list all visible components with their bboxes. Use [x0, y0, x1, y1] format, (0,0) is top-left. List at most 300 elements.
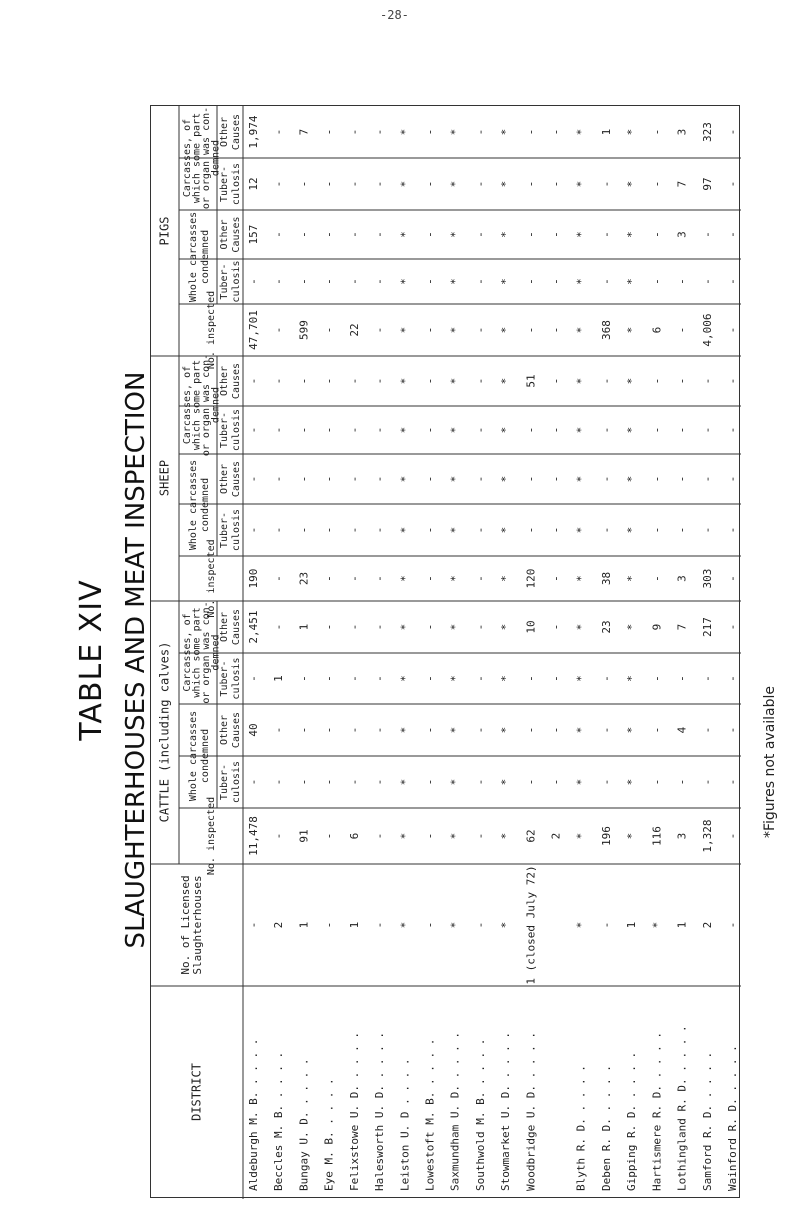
- table-cell: -: [726, 180, 739, 188]
- table-cell: -: [700, 426, 714, 434]
- table-cell: -: [247, 778, 260, 786]
- table-cell: *: [625, 475, 639, 483]
- table-cell: -: [423, 675, 437, 682]
- table-cell: -: [373, 180, 387, 188]
- table-cell: -: [347, 278, 361, 285]
- whole-condemned-header: Whole carcasses: [188, 211, 199, 303]
- table-cell: *: [398, 623, 412, 631]
- table-cell: *: [574, 726, 588, 734]
- table-cell: -: [423, 832, 437, 840]
- table-cell: -: [524, 726, 538, 734]
- table-cell: 51: [524, 374, 538, 388]
- table-cell: -: [272, 475, 286, 483]
- table-cell: 3: [675, 231, 689, 238]
- table-cell: -: [272, 326, 286, 334]
- table-cell: -: [347, 128, 361, 136]
- table-cell: -: [322, 278, 336, 285]
- table-cell: *: [499, 278, 513, 285]
- table-cell: -: [322, 475, 336, 483]
- table-cell: -: [524, 778, 538, 786]
- table-cell: *: [574, 575, 588, 582]
- table-cell: -: [247, 278, 260, 285]
- table-cell: -: [473, 377, 487, 385]
- table-cell: -: [247, 377, 260, 385]
- table-cell: *: [398, 475, 412, 483]
- table-cell: *: [574, 326, 588, 334]
- table-cell: -: [675, 526, 689, 534]
- table-cell: -: [347, 426, 361, 434]
- table-cell: *: [625, 128, 639, 136]
- table-cell: -: [322, 623, 336, 631]
- table-cell: *: [448, 128, 462, 136]
- table-cell: 157: [247, 224, 260, 245]
- table-cell: 4,006: [700, 313, 714, 347]
- whole-condemned-header: condemned: [200, 229, 211, 285]
- table-cell: -: [347, 475, 361, 483]
- part-condemned-header: demned: [210, 634, 222, 671]
- table-cell: 1: [272, 675, 286, 682]
- table-cell: -: [347, 623, 361, 631]
- inspected-header: No. inspected: [206, 796, 217, 876]
- table-cell: -: [473, 575, 487, 582]
- table-cell: -: [272, 778, 286, 786]
- table-cell: -: [322, 526, 336, 534]
- table-cell: -: [373, 726, 387, 734]
- table-cell: 1: [297, 921, 311, 929]
- leaf-header: Causes: [231, 113, 242, 151]
- table-cell: -: [650, 475, 664, 483]
- table-cell: -: [297, 426, 311, 434]
- table-cell: -: [726, 575, 739, 582]
- table-cell: -: [650, 778, 664, 786]
- table-cell: -: [650, 526, 664, 534]
- table-cell: -: [373, 128, 387, 136]
- table-cell: *: [499, 623, 513, 631]
- table-cell: -: [549, 377, 563, 385]
- table-cell: *: [574, 921, 588, 929]
- table-cell: -: [650, 231, 664, 238]
- table-cell: -: [549, 326, 563, 334]
- table-cell: -: [726, 377, 739, 385]
- table-cell: -: [322, 575, 336, 582]
- table-cell: -: [650, 575, 664, 582]
- table-cell: -: [549, 180, 563, 188]
- table-cell: *: [448, 426, 462, 434]
- table-cell: -: [373, 832, 387, 840]
- part-condemned-header: which some part: [191, 112, 203, 204]
- table-cell: -: [599, 426, 613, 434]
- whole-condemned-header: condemned: [200, 728, 211, 784]
- district-name: Bungay U. D. . . . .: [297, 1058, 311, 1191]
- group-label-pigs: PIGS: [157, 216, 172, 246]
- district-name: Hartismere R. D. . . . .: [650, 1032, 664, 1191]
- table-cell: -: [549, 575, 563, 582]
- inspected-header: No. inspected: [206, 290, 217, 370]
- district-header: DISTRICT: [189, 1063, 204, 1121]
- table-cell: -: [423, 231, 437, 238]
- district-name: Woodbridge U. D. . . . .: [524, 1032, 538, 1191]
- table-cell: -: [524, 180, 538, 188]
- table-cell: -: [726, 231, 739, 238]
- table-cell: -: [700, 475, 714, 483]
- table-cell: *: [574, 526, 588, 534]
- table-cell: -: [700, 726, 714, 734]
- table-cell: -: [650, 377, 664, 385]
- table-cell: 120: [524, 568, 538, 589]
- table-cell: -: [524, 128, 538, 136]
- table-cell: -: [373, 326, 387, 334]
- leaf-header: Causes: [231, 216, 242, 253]
- table-cell: *: [398, 426, 412, 434]
- table-cell: 323: [700, 122, 714, 142]
- table-cell: 2: [700, 921, 714, 929]
- table-cell: -: [347, 778, 361, 786]
- leaf-header: Other: [219, 714, 230, 746]
- table-cell: *: [625, 377, 639, 385]
- table-cell: -: [524, 426, 538, 434]
- table-cell: -: [599, 475, 613, 483]
- table-cell: -: [675, 377, 689, 385]
- table-cell: *: [625, 832, 639, 840]
- table-cell: -: [726, 326, 739, 334]
- table-cell: -: [247, 921, 260, 929]
- table-cell: -: [675, 426, 689, 434]
- whole-condemned-header: Whole carcasses: [188, 710, 199, 802]
- leaf-header: Other: [219, 219, 230, 250]
- table-cell: -: [549, 526, 563, 534]
- table-cell: -: [599, 675, 613, 682]
- table-cell: -: [347, 231, 361, 238]
- table-cell: 12: [247, 177, 260, 191]
- table-cell: 7: [675, 180, 689, 188]
- table-cell: 368: [599, 320, 613, 340]
- table-cell: -: [549, 426, 563, 434]
- table-cell: 91: [297, 829, 311, 843]
- table-cell: 1: [675, 921, 689, 929]
- table-cell: *: [398, 278, 412, 285]
- table-cell: *: [499, 377, 513, 385]
- table-cell: -: [272, 426, 286, 434]
- table-cell: *: [574, 128, 588, 136]
- table-cell: *: [499, 326, 513, 334]
- part-condemned-header: demned: [210, 386, 222, 424]
- table-cell: -: [322, 778, 336, 786]
- table-cell: 4: [675, 726, 689, 734]
- table-cell: -: [272, 180, 286, 188]
- table-cell: -: [700, 526, 714, 534]
- table-cell: -: [524, 675, 538, 682]
- table-cell: -: [549, 231, 563, 238]
- leaf-header: Tuber-: [219, 165, 230, 203]
- leaf-header: culosis: [231, 508, 242, 552]
- table-cell: -: [373, 623, 387, 631]
- table-cell: 40: [247, 723, 260, 737]
- table-cell: -: [272, 128, 286, 136]
- table-cell: *: [448, 675, 462, 682]
- footnote: *Figures not available: [762, 685, 778, 839]
- table-cell: -: [726, 426, 739, 434]
- district-name: Beccles M. B. . . . .: [272, 1051, 286, 1191]
- table-cell: -: [322, 128, 336, 136]
- part-condemned-header: Carcasses, of: [182, 613, 193, 692]
- table-cell: *: [625, 623, 639, 631]
- table-cell: 62: [524, 829, 538, 843]
- table-cell: -: [726, 675, 739, 682]
- table-cell: *: [448, 526, 462, 534]
- table-cell: -: [549, 475, 563, 483]
- table-cell: 116: [650, 826, 664, 846]
- page-number: -28-: [380, 8, 409, 22]
- table-subtitle: SLAUGHTERHOUSES AND MEAT INSPECTION: [121, 371, 151, 949]
- table-cell: 6: [650, 326, 664, 334]
- table-cell: *: [625, 180, 639, 188]
- table-cell: *: [625, 426, 639, 434]
- table-cell: -: [599, 526, 613, 534]
- district-name: Gipping R. D. . . . .: [625, 1051, 639, 1191]
- table-cell: -: [272, 832, 286, 840]
- table-cell: -: [373, 526, 387, 534]
- table-cell: 38: [599, 571, 613, 586]
- whole-condemned-header: condemned: [200, 477, 211, 533]
- part-condemned-header: or organ was con-: [201, 106, 212, 210]
- table-cell: *: [448, 377, 462, 385]
- group-label-sheep: SHEEP: [157, 459, 172, 497]
- table-cell: *: [448, 623, 462, 631]
- table-cell: -: [423, 575, 437, 582]
- table-cell: *: [574, 426, 588, 434]
- table-cell: -: [423, 278, 437, 285]
- table-cell: -: [473, 180, 487, 188]
- table-cell: *: [499, 575, 513, 582]
- table-cell: -: [473, 128, 487, 136]
- table-cell: -: [726, 921, 739, 929]
- table-cell: *: [448, 921, 462, 929]
- table-cell: -: [247, 426, 260, 434]
- table-cell: -: [322, 921, 336, 929]
- table-cell: 1,974: [247, 115, 260, 149]
- table-cell: -: [322, 326, 336, 334]
- table-cell: -: [726, 526, 739, 534]
- leaf-header: culosis: [231, 760, 242, 804]
- table-cell: -: [297, 231, 311, 238]
- table-cell: -: [423, 128, 437, 136]
- table-cell: -: [347, 526, 361, 534]
- table-cell: -: [272, 623, 286, 631]
- table-cell: *: [398, 231, 412, 238]
- table-cell: -: [423, 426, 437, 434]
- table-cell: 1 (closed July 72): [524, 865, 538, 985]
- table-cell: *: [499, 778, 513, 786]
- table-cell: -: [322, 726, 336, 734]
- district-name: Blyth R. D. . . . .: [574, 1065, 588, 1191]
- leaf-header: Causes: [231, 362, 242, 400]
- table-cell: -: [524, 326, 538, 334]
- table-cell: *: [398, 726, 412, 734]
- table-cell: -: [272, 231, 286, 238]
- table-cell: *: [448, 475, 462, 483]
- table-cell: -: [473, 623, 487, 631]
- leaf-header: culosis: [231, 162, 242, 206]
- table-cell: *: [625, 575, 639, 582]
- table-cell: 9: [650, 623, 664, 631]
- table-cell: 7: [675, 623, 689, 631]
- table-cell: *: [499, 526, 513, 534]
- table-cell: -: [473, 278, 487, 285]
- table-cell: -: [297, 180, 311, 188]
- table-cell: -: [272, 278, 286, 285]
- table-cell: *: [499, 832, 513, 840]
- district-name: Samford R. D. . . . .: [700, 1051, 714, 1191]
- table-cell: 2,451: [247, 610, 260, 644]
- table-cell: *: [398, 128, 412, 136]
- table-cell: *: [448, 778, 462, 786]
- table-cell: *: [499, 921, 513, 929]
- table-cell: -: [524, 278, 538, 285]
- table-cell: -: [473, 832, 487, 840]
- table-cell: -: [423, 180, 437, 188]
- table-cell: *: [448, 575, 462, 582]
- table-cell: *: [448, 278, 462, 285]
- table-cell: -: [650, 675, 664, 682]
- table-cell: 11,478: [247, 816, 260, 856]
- inspected-header: No. inspected: [206, 539, 217, 618]
- table-cell: -: [726, 778, 739, 786]
- table-cell: 1: [347, 921, 361, 929]
- table-cell: *: [448, 832, 462, 840]
- table-cell: -: [650, 128, 664, 136]
- meat-inspection-table: [150, 105, 740, 1198]
- table-cell: -: [473, 326, 487, 334]
- district-name: Lothingland R. D. . . . .: [675, 1025, 689, 1191]
- table-cell: -: [675, 475, 689, 483]
- table-cell: -: [599, 278, 613, 285]
- table-cell: -: [322, 832, 336, 840]
- table-cell: -: [599, 778, 613, 786]
- table-title: TABLE XIV: [74, 579, 109, 741]
- table-cell: -: [423, 623, 437, 631]
- leaf-header: Other: [219, 611, 230, 643]
- table-cell: 303: [700, 568, 714, 589]
- table-cell: -: [726, 128, 739, 136]
- table-cell: -: [297, 675, 311, 682]
- table-cell: 1: [625, 921, 639, 929]
- table-cell: -: [599, 180, 613, 188]
- group-label-cattle: CATTLE (including calves): [157, 641, 172, 823]
- district-name: Stowmarket U. D. . . . .: [499, 1032, 513, 1191]
- table-cell: 190: [247, 568, 260, 589]
- table-cell: 1,328: [700, 819, 714, 853]
- table-cell: -: [423, 526, 437, 534]
- leaf-header: Causes: [231, 608, 242, 646]
- table-cell: -: [473, 921, 487, 929]
- table-cell: -: [423, 921, 437, 929]
- table-cell: *: [574, 475, 588, 483]
- table-cell: *: [398, 326, 412, 334]
- table-cell: 6: [347, 832, 361, 840]
- table-cell: -: [297, 778, 311, 786]
- table-cell: -: [549, 623, 563, 631]
- table-cell: -: [700, 778, 714, 786]
- leaf-header: culosis: [231, 408, 242, 452]
- table-cell: -: [599, 231, 613, 238]
- table-cell: *: [499, 475, 513, 483]
- table-cell: -: [373, 575, 387, 582]
- table-cell: *: [574, 278, 588, 285]
- table-cell: -: [726, 475, 739, 483]
- leaf-header: Tuber-: [219, 263, 230, 300]
- table-cell: *: [574, 832, 588, 840]
- table-cell: -: [272, 377, 286, 385]
- table-cell: *: [574, 180, 588, 188]
- part-condemned-header: Carcasses, of: [182, 118, 193, 198]
- table-cell: *: [499, 231, 513, 238]
- table-cell: *: [625, 231, 639, 238]
- part-condemned-header: which some part: [191, 607, 203, 698]
- leaf-header: Tuber-: [219, 511, 230, 549]
- table-cell: 1: [599, 128, 613, 136]
- table-cell: 217: [700, 617, 714, 637]
- table-cell: -: [675, 326, 689, 334]
- leaf-header: Causes: [231, 711, 242, 749]
- table-cell: -: [473, 231, 487, 238]
- leaf-header: culosis: [231, 657, 242, 700]
- table-cell: *: [625, 526, 639, 534]
- table-cell: -: [700, 675, 714, 682]
- table-cell: -: [524, 231, 538, 238]
- table-cell: -: [423, 377, 437, 385]
- table-cell: -: [297, 526, 311, 534]
- licensed-header: Slaughterhouses: [191, 875, 204, 975]
- table-cell: -: [700, 231, 714, 238]
- table-cell: 2: [272, 921, 286, 929]
- table-cell: -: [726, 726, 739, 734]
- table-cell: -: [549, 278, 563, 285]
- leaf-header: Causes: [231, 460, 242, 498]
- whole-condemned-header: Whole carcasses: [188, 459, 199, 551]
- table-cell: *: [499, 180, 513, 188]
- table-cell: -: [726, 832, 739, 840]
- leaf-header: culosis: [231, 260, 242, 303]
- table-grid: [151, 106, 741, 1199]
- district-name: Saxmundham U. D. . . . .: [448, 1032, 462, 1191]
- table-cell: *: [499, 128, 513, 136]
- table-cell: 2: [549, 832, 563, 840]
- table-cell: 196: [599, 826, 613, 846]
- table-cell: -: [524, 475, 538, 483]
- table-cell: -: [347, 377, 361, 385]
- part-condemned-header: or organ was con-: [201, 601, 212, 704]
- table-cell: -: [599, 377, 613, 385]
- table-cell: *: [499, 675, 513, 682]
- table-cell: *: [625, 326, 639, 334]
- table-cell: *: [625, 778, 639, 786]
- table-cell: -: [423, 778, 437, 786]
- table-cell: 23: [297, 571, 311, 586]
- table-cell: *: [398, 675, 412, 682]
- table-cell: *: [398, 921, 412, 929]
- table-cell: -: [272, 726, 286, 734]
- table-cell: *: [499, 726, 513, 734]
- table-cell: *: [625, 675, 639, 682]
- table-cell: -: [549, 128, 563, 136]
- table-cell: *: [625, 278, 639, 285]
- table-cell: *: [448, 231, 462, 238]
- table-cell: -: [700, 278, 714, 285]
- table-cell: *: [448, 726, 462, 734]
- table-cell: -: [347, 675, 361, 682]
- table-cell: -: [473, 475, 487, 483]
- table-cell: -: [524, 526, 538, 534]
